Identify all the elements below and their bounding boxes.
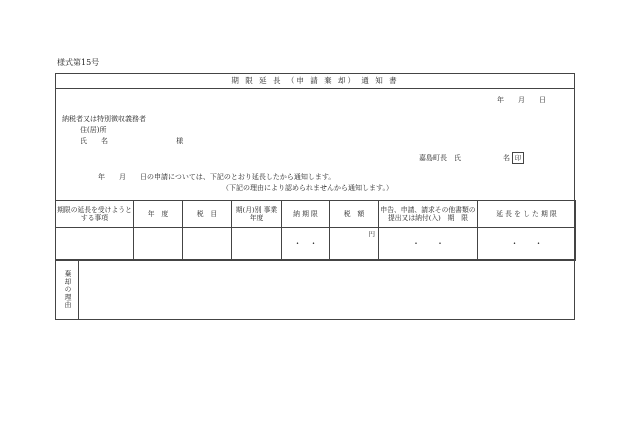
form-number: 様式第15号 (57, 58, 100, 67)
notice-alt-text: （下記の理由により認められませんから通知します。） (222, 184, 393, 192)
header-cell: 期限の延長を受けようとする事項 (56, 201, 134, 228)
taxpayer-role: 納税者又は特別徴収義務者 (62, 115, 146, 123)
date-line: 年 月 日 (497, 96, 546, 104)
header-cell: 税 目 (183, 201, 232, 228)
rejection-reason-box[interactable] (55, 259, 575, 320)
header-cell: 税 額 (330, 201, 379, 228)
value-cell[interactable]: ・ ・ (282, 228, 330, 261)
tax-amount-cell[interactable] (330, 228, 379, 261)
honorific: 様 (176, 137, 184, 145)
extension-table (55, 200, 576, 261)
seal-stamp: 印 (512, 152, 524, 164)
address-label: 住(居)所 (80, 126, 107, 134)
addressee-block (62, 114, 183, 147)
value-cell[interactable] (134, 228, 183, 261)
value-cell[interactable] (56, 228, 134, 261)
value-cell[interactable]: ・ ・ (478, 228, 576, 261)
issuer-line (419, 152, 524, 164)
value-cell[interactable]: ・ ・ (379, 228, 478, 261)
header-cell: 納 期 限 (282, 201, 330, 228)
header-cell: 申告、申請、請求その他書類の提出又は納付(入) 期 限 (379, 201, 478, 228)
form-title: 期 限 延 長 （申 請 棄 却） 通 知 書 (56, 74, 574, 89)
name-label: 氏 名 (80, 137, 108, 145)
value-cell[interactable] (183, 228, 232, 261)
header-cell: 期(月)別 事業年度 (232, 201, 282, 228)
header-cell: 年 度 (134, 201, 183, 228)
rejection-reason-text: 棄却の理由 (63, 270, 71, 309)
yen-unit: 円 (368, 230, 375, 238)
notice-text: 年 月 日の申請については、下記のとおり延長したから通知します。 (98, 173, 336, 181)
value-cell[interactable] (232, 228, 282, 261)
table-value-row (56, 228, 576, 261)
rejection-reason-label (56, 260, 79, 319)
issuer-name: 嘉島町長 氏 名 (419, 154, 510, 162)
header-cell: 延 長 を し た 期 限 (478, 201, 576, 228)
table-header-row (56, 201, 576, 228)
